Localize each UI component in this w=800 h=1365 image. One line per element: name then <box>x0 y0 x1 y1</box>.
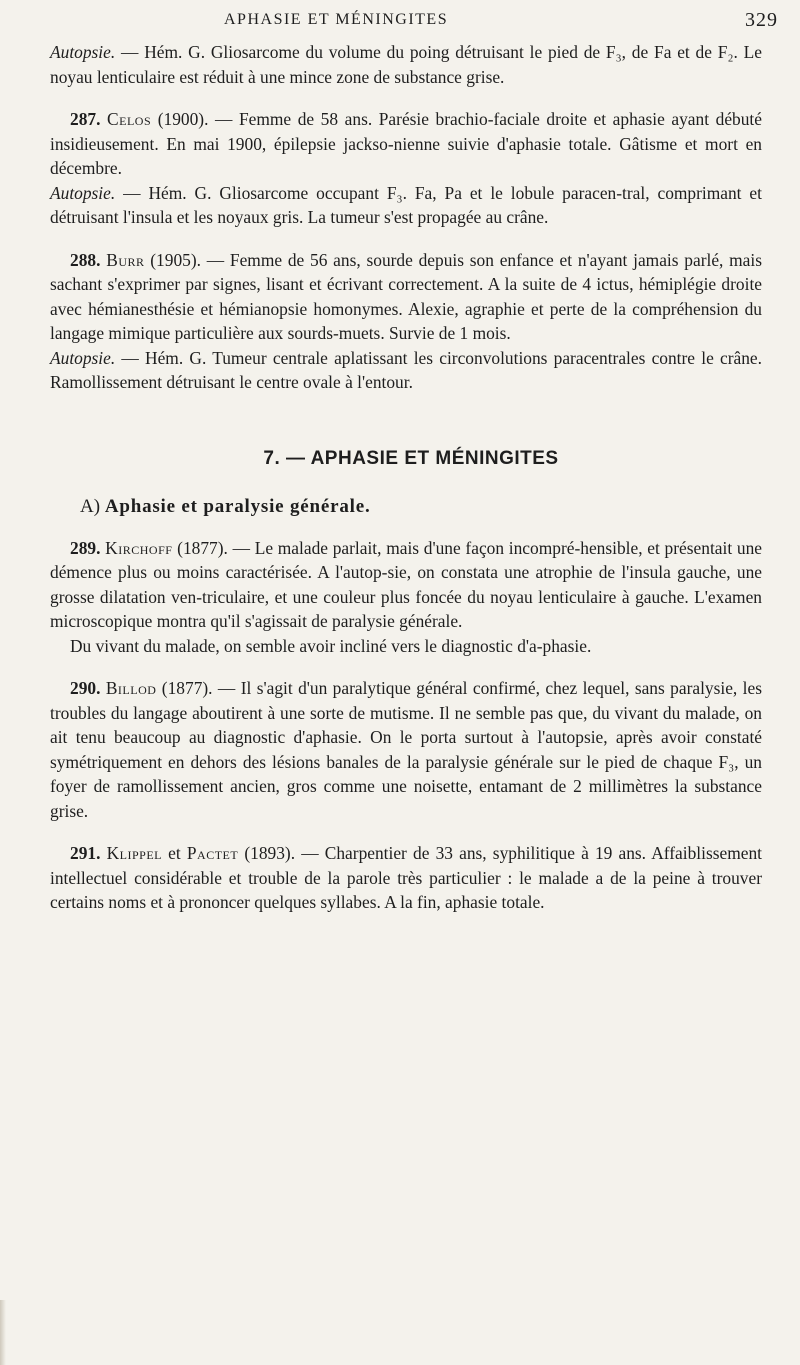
case-number: 290. <box>70 678 101 698</box>
case-number: 291. <box>70 843 101 863</box>
running-head: APHASIE ET MÉNINGITES <box>224 11 449 28</box>
autopsie-label: Autopsie. <box>50 182 116 203</box>
case-290 <box>50 676 762 823</box>
autopsie-label: Autopsie. <box>50 347 116 368</box>
case-289-continued: Du vivant du malade, on semble avoir incliné vers le diagnostic d'a-phasie. <box>70 635 592 656</box>
section-title: 7. — APHASIE ET MÉNINGITES <box>263 447 559 469</box>
case-text: (1877). — Le malade parlait, mais d'une façon incompré-hensible, et présentait une démence plus ou moins caractérisée. A l'autop-sie, on constata une atrophie de l'insula gauche, une grosse dilatation ven-triculaire, et une couleur plus foncée du noyau lenticulaire à gauche. L'examen microscopique montra qu'il s'agissait de paralysie générale. <box>50 537 762 631</box>
case-author-2: Pactet <box>186 843 239 863</box>
case-291 <box>50 841 762 915</box>
case-author: Kirchoff <box>105 537 173 558</box>
author-connector: et <box>162 843 187 863</box>
case-author: Billod <box>105 678 157 698</box>
case-author: Burr <box>106 249 145 270</box>
case-287-autopsie <box>50 181 762 230</box>
subsection-text: Aphasie et paralysie générale. <box>104 496 371 517</box>
case-text: (1893). — Charpentier de 33 ans, syphilitique à 19 ans. Affaiblissement intellectuel considérable et trouble de la parole très particulier : le malade a de la peine à trouver certains noms et à prononcer quelques syllabes. A la fin, aphasie totale. <box>50 843 762 912</box>
case-288 <box>50 248 762 346</box>
subsection-title <box>50 495 762 520</box>
case-text: (1877). — Il s'agit d'un paralytique général confirmé, chez lequel, sans paralysie, les troubles du langage aboutirent à une sorte de mutisme. Il ne semble pas que, du vivant du malade, on ait tenu beaucoup au diagnostic d'aphasie. On le porta surtout à l'autopsie, après avoir constaté symétriquement en dehors des lésions banales de la paralysie générale sur le pied de chaque F₃, un foyer de ramollissement ancien, gros comme une noisette, entamant de 2 millimètres la substance grise. <box>50 678 762 821</box>
autopsie-paragraph <box>50 40 762 89</box>
case-289 <box>50 536 762 634</box>
case-author: Celos <box>107 109 152 129</box>
autopsie-text: — Hém. G. Gliosarcome occupant F₃. Fa, Pa et le lobule paracen-tral, comprimant et détruisant l'insula et les noyaux gris. La tumeur s'est propagée au crâne. <box>50 182 762 227</box>
page-edge-shadow <box>0 1300 6 1365</box>
autopsie-label: Autopsie. <box>50 42 116 62</box>
case-number: 287. <box>70 109 101 129</box>
page-number: 329 <box>745 9 778 31</box>
page-body <box>50 40 762 915</box>
case-number: 289. <box>70 537 101 558</box>
page-header <box>0 9 800 33</box>
case-number: 288. <box>70 249 101 270</box>
case-text: (1900). — Femme de 58 ans. Parésie brachio-faciale droite et aphasie ayant débuté insidieusement. En mai 1900, épilepsie jackso-nienne suivie d'aphasie totale. Gâtisme et mort en décembre. <box>50 109 762 178</box>
subsection-letter: A) <box>80 496 101 517</box>
case-287 <box>50 107 762 181</box>
autopsie-text: — Hém. G. Tumeur centrale aplatissant les circonvolutions paracentrales contre le crâne. Ramollissement détruisant le centre ovale à l'entour. <box>50 347 762 392</box>
autopsie-text: — Hém. G. Gliosarcome du volume du poing détruisant le pied de F₃, de Fa et de F₂. Le noyau lenticulaire est réduit à une mince zone de substance grise. <box>50 42 762 87</box>
case-text: (1905). — Femme de 56 ans, sourde depuis son enfance et n'ayant jamais parlé, mais sachant s'exprimer par signes, lisant et écrivant correctement. A la suite de 4 ictus, hémiplégie droite avec hémianesthésie et hémianopsie homonymes. Alexie, agraphie et perte de la compréhension du langage mimique particulière aux sourds-muets. Survie de 1 mois. <box>50 249 762 343</box>
case-author: Klippel <box>106 843 162 863</box>
case-288-autopsie <box>50 346 762 395</box>
